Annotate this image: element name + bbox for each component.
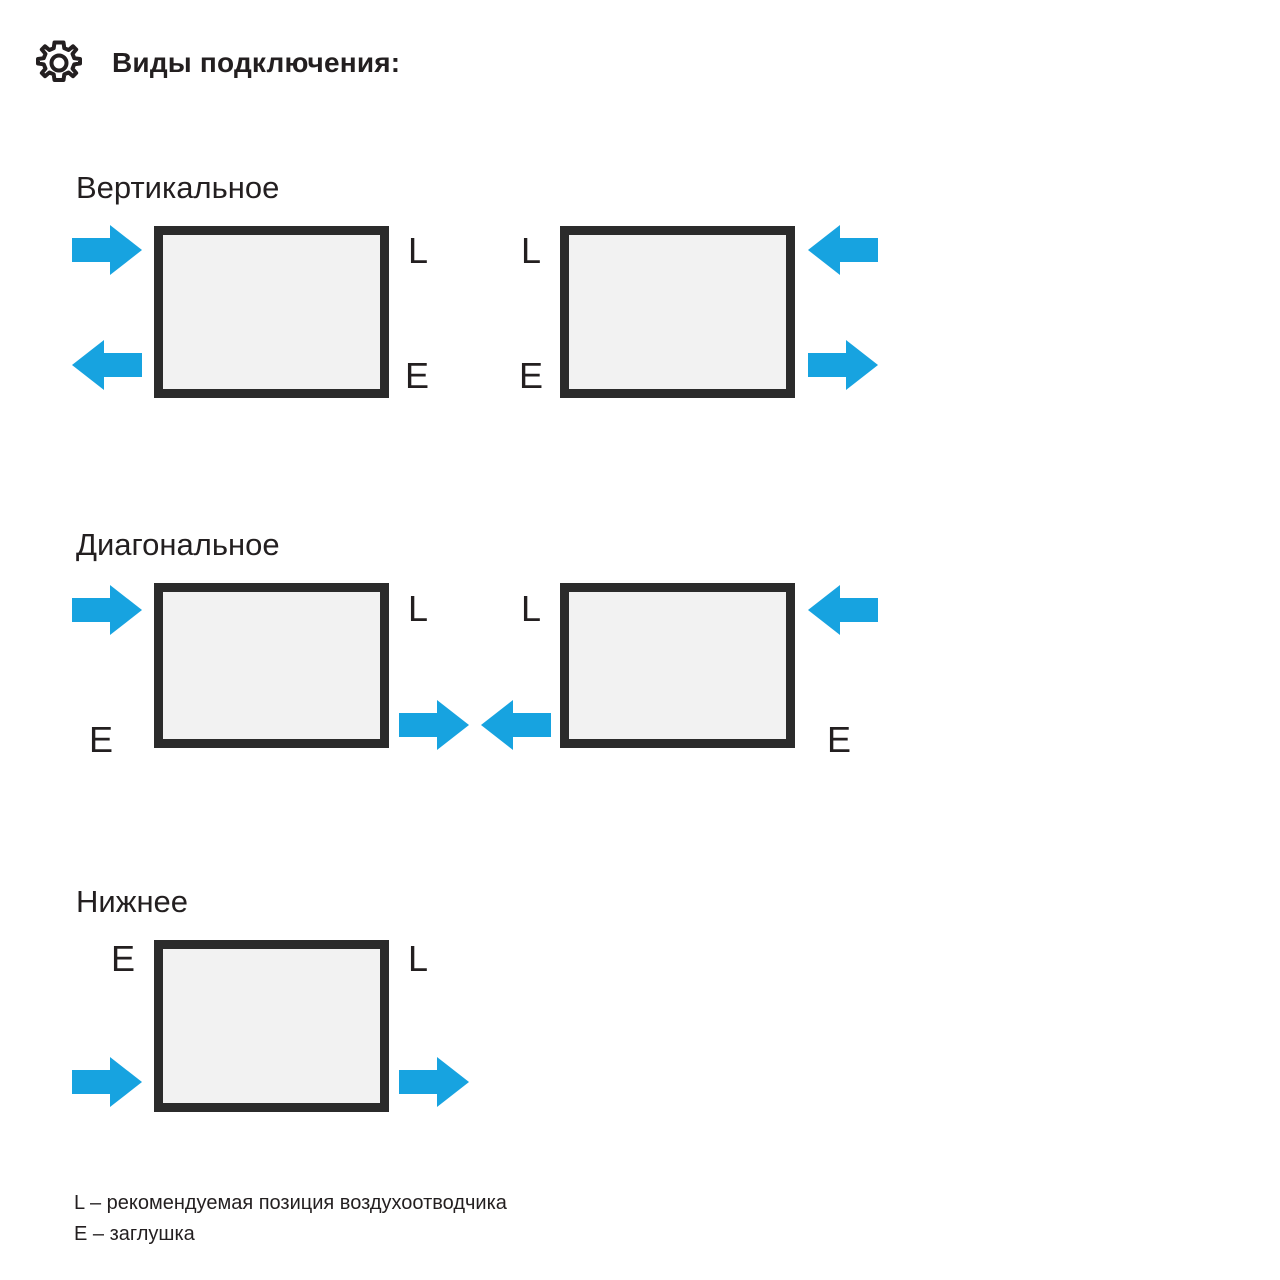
radiator-body	[154, 226, 389, 398]
radiator-body	[560, 226, 795, 398]
arrow-inlet-top-right	[808, 585, 878, 635]
marker-L: L	[408, 938, 429, 979]
marker-E: E	[111, 938, 136, 979]
legend-item-E: E – заглушка	[74, 1223, 195, 1245]
section-title-diagonal: Диагональное	[76, 527, 280, 562]
radiator-body	[560, 583, 795, 748]
marker-E: E	[827, 719, 852, 760]
marker-E: E	[405, 355, 430, 396]
arrow-inlet-top-left	[72, 225, 142, 275]
section-title-bottom: Нижнее	[76, 884, 189, 919]
page-title: Виды подключения:	[112, 47, 401, 78]
legend-item-L: L – рекомендуемая позиция воздухоотводчика	[74, 1192, 507, 1214]
arrow-outlet-bottom-left	[72, 340, 142, 390]
legend	[74, 1188, 507, 1250]
radiator-body	[154, 583, 389, 748]
radiator-body	[154, 940, 389, 1112]
arrow-outlet-bottom-right	[399, 1057, 469, 1107]
arrow-outlet-bottom-right	[808, 340, 878, 390]
marker-E: E	[519, 355, 544, 396]
arrow-outlet-bottom-right	[399, 700, 469, 750]
arrow-inlet-bottom-left	[72, 1057, 142, 1107]
marker-L: L	[521, 230, 542, 271]
arrow-inlet-top-right	[808, 225, 878, 275]
header	[34, 38, 400, 88]
marker-L: L	[408, 230, 429, 271]
marker-E: E	[89, 719, 114, 760]
marker-L: L	[521, 588, 542, 629]
arrow-inlet-top-left	[72, 585, 142, 635]
marker-L: L	[408, 588, 429, 629]
section-title-vertical: Вертикальное	[76, 170, 280, 205]
gear-icon	[34, 38, 84, 88]
arrow-outlet-bottom-left	[481, 700, 551, 750]
